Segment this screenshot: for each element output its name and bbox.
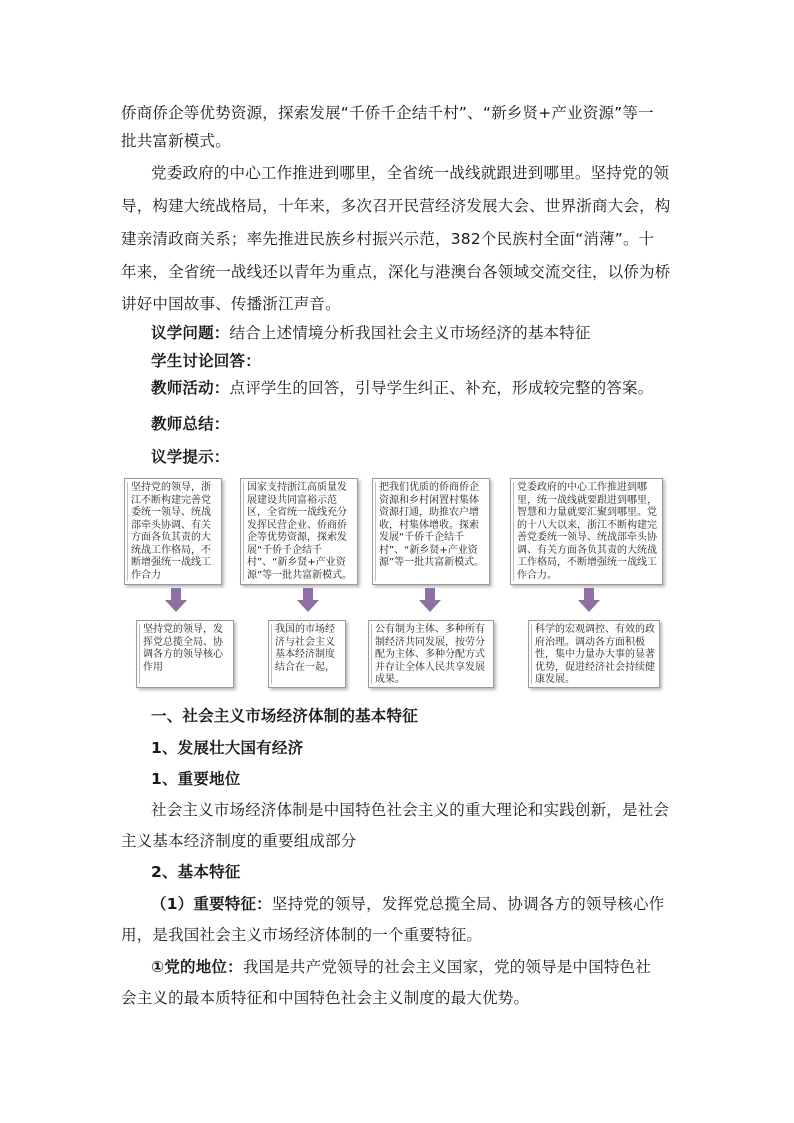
- hint-box-text: 国家支持浙江高质量发展建设共同富裕示范区，全省统一战线充分发挥民营企业、侨商侨企等优势资源，探索发展“千侨千企结千村”、“新乡贤+产业资源”等一批共富新模式。: [247, 482, 353, 581]
- question-label: 议学问题：: [151, 324, 230, 342]
- paragraph-line: 建亲清政商关系；率先推进民族乡村振兴示范，382个民族村全面“消薄”。十: [121, 230, 655, 248]
- subsection-heading: 2、基本特征: [151, 863, 241, 881]
- hint-box-text: 我国的市场经济与社会主义基本经济制度结合在一起，: [275, 624, 335, 673]
- arrow-shape: [297, 588, 319, 612]
- teacher-label: 教师活动：: [151, 379, 230, 397]
- paragraph-line: 主义基本经济制度的重要组成部分: [121, 832, 357, 850]
- down-arrow-icon: [165, 588, 187, 612]
- hint-box-top-4: [510, 478, 663, 585]
- down-arrow-icon: [578, 588, 600, 612]
- hint-box-bottom-1: [136, 620, 234, 688]
- hint-box-text: 公有制为主体、多种所有制经济共同发展，按劳分配为主体、多种分配方式并存让全体人民共享发展成果。: [375, 624, 485, 685]
- paragraph-line: 批共富新模式。: [121, 132, 231, 150]
- box-divider: [513, 482, 514, 581]
- teacher-text: 点评学生的回答，引导学生纠正、补充，形成较完整的答案。: [229, 379, 654, 397]
- paragraph-line: 侨商侨企等优势资源，探索发展“千侨千企结千村”、“新乡贤+产业资源”等一: [121, 104, 654, 122]
- hint-box-top-2: [240, 478, 358, 585]
- party-text: 我国是共产党领导的社会主义国家，党的领导是中国特色社: [242, 958, 652, 976]
- paragraph-line: 讲好中国故事、传播浙江声音。: [121, 295, 341, 313]
- section-heading: 一、社会主义市场经济体制的基本特征: [151, 707, 418, 725]
- hint-box-text: 把我们优质的侨商侨企资源和乡村闲置村集体资源打通，助推农户增收，村集体增收。探索发展“千侨千企结千村”、“新乡贤+产业资源”等一批共富新模式。: [379, 482, 485, 568]
- box-divider: [271, 624, 272, 684]
- summary-label: 教师总结：: [151, 415, 230, 433]
- box-divider: [243, 482, 244, 581]
- hint-box-bottom-2: [268, 620, 346, 688]
- box-divider: [371, 624, 372, 684]
- paragraph-line: 党委政府的中心工作推进到哪里，全省统一战线就跟进到哪里。坚持党的领: [151, 164, 670, 182]
- hint-label: 议学提示：: [151, 448, 230, 466]
- down-arrow-icon: [297, 588, 319, 612]
- party-label: ①党的地位：: [151, 958, 243, 976]
- arrow-shape: [419, 588, 441, 612]
- hint-box-top-3: [372, 478, 490, 585]
- hint-box-bottom-4: [528, 620, 660, 688]
- hint-box-text: 坚持党的领导，发挥党总揽全局、协调各方的领导核心作用: [143, 624, 223, 673]
- feature-label: （1）重要特征：: [151, 895, 272, 913]
- hint-box-top-1: [124, 478, 222, 585]
- arrow-shape: [165, 588, 187, 612]
- paragraph-line: 年来，全省统一战线还以青年为重点，深化与港澳台各领域交流交往，以侨为桥: [121, 263, 671, 281]
- hint-box-bottom-3: [368, 620, 494, 688]
- student-label: 学生讨论回答：: [151, 352, 261, 370]
- box-divider: [375, 482, 376, 581]
- paragraph-line: 社会主义市场经济体制是中国特色社会主义的重大理论和实践创新，是社会: [151, 801, 670, 819]
- arrow-shape: [578, 588, 600, 612]
- box-divider: [139, 624, 140, 684]
- question-line: [151, 323, 711, 343]
- down-arrow-icon: [419, 588, 441, 612]
- teacher-line: [151, 378, 711, 398]
- subsection-heading: 1、发展壮大国有经济: [151, 739, 304, 757]
- party-line: [151, 957, 711, 977]
- feature-line: [151, 894, 711, 914]
- question-text: 结合上述情境分析我国社会主义市场经济的基本特征: [229, 324, 591, 342]
- paragraph-line: 用，是我国社会主义市场经济体制的一个重要特征。: [121, 926, 483, 944]
- box-divider: [127, 482, 128, 581]
- hint-box-text: 坚持党的领导，浙江不断构建完善党委统一领导、统战部牵头协调、有关方面各负其责的大统战工作格局，不断增强统一战线工作合力: [131, 482, 211, 581]
- subsection-heading: 1、重要地位: [151, 770, 241, 788]
- hint-box-text: 科学的宏观调控、有效的政府治理。调动各方面积极性，集中力量办大事的显著优势，促进经济社会持续健康发展。: [535, 624, 655, 685]
- feature-text: 坚持党的领导，发挥党总揽全局、协调各方的领导核心作: [271, 895, 665, 913]
- hint-box-text: 党委政府的中心工作推进到哪里，统一战线就要跟进到哪里，智慧和力量就要汇聚到哪里。党的十八大以来，浙江不断构建完善党委统一领导、统战部牵头协调、有关方面各负其责的大统战工作格局，不断增强统一战线工作合力。: [517, 482, 657, 581]
- box-divider: [531, 624, 532, 684]
- paragraph-line: 导，构建大统战格局，十年来，多次召开民营经济发展大会、世界浙商大会，构: [121, 197, 671, 215]
- paragraph-line: 会主义的最本质特征和中国特色社会主义制度的最大优势。: [121, 989, 530, 1007]
